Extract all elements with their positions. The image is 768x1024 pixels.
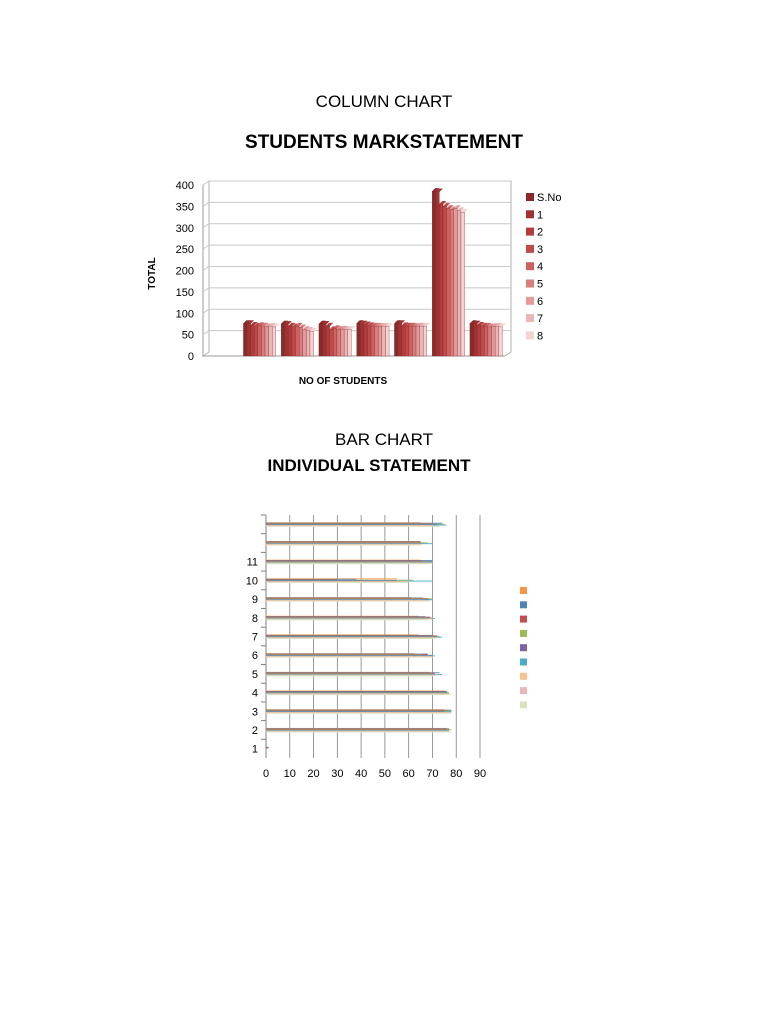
column-bar <box>492 327 496 356</box>
bar-top <box>443 203 450 206</box>
x-tick-label: 0 <box>262 768 270 780</box>
y-tick-label: 3 <box>251 706 258 719</box>
column-bar <box>412 327 416 356</box>
bar-chart-heading: BAR CHART <box>335 430 433 449</box>
column-bar <box>261 326 265 356</box>
column-bar <box>398 324 402 356</box>
column-bar <box>285 324 289 356</box>
column-bar <box>306 330 310 356</box>
legend-swatch <box>526 297 534 305</box>
x-tick-label: 50 <box>378 768 392 780</box>
column-bar <box>357 324 361 356</box>
gridline <box>203 267 511 271</box>
y-tick-label: 10 <box>245 575 258 588</box>
legend-swatch <box>526 193 534 201</box>
column-bar <box>375 326 379 356</box>
column-bar <box>344 329 348 356</box>
column-bar <box>341 329 345 356</box>
legend-swatch <box>526 245 534 253</box>
column-bar <box>409 326 413 356</box>
column-bar <box>378 327 382 356</box>
y-tick-label: 350 <box>175 201 194 214</box>
y-tick-label: 5 <box>251 668 258 681</box>
column-bar <box>385 327 389 356</box>
y-tick-label: 2 <box>251 724 258 737</box>
x-tick-label: 60 <box>402 768 415 780</box>
column-chart-title: STUDENTS MARKSTATEMENT <box>245 132 523 153</box>
x-axis-title: NO OF STUDENTS <box>298 376 388 387</box>
column-bar <box>326 326 330 356</box>
column-bar <box>348 329 352 356</box>
column-bar <box>303 329 307 356</box>
column-bar <box>405 326 409 356</box>
legend-label: 3 <box>537 243 544 256</box>
y-tick-label: 150 <box>175 286 194 299</box>
legend-label: S.No <box>537 192 562 204</box>
column-bar <box>319 324 323 356</box>
column-bar <box>333 329 337 356</box>
column-bar <box>330 329 334 356</box>
y-tick-label: 300 <box>175 222 194 235</box>
gridline <box>203 181 511 185</box>
column-bar <box>474 324 478 356</box>
column-bar <box>394 324 398 356</box>
legend-swatch <box>526 314 534 322</box>
legend-swatch <box>526 280 534 288</box>
column-bar <box>477 325 481 356</box>
column-bar <box>495 326 499 356</box>
column-bar <box>364 325 368 356</box>
column-bar <box>243 324 247 356</box>
y-tick-label: 0 <box>187 351 194 363</box>
column-bar <box>265 327 269 356</box>
y-tick-label: 4 <box>251 687 258 700</box>
column-bar <box>296 326 300 356</box>
column-bar <box>432 191 436 356</box>
column-bar <box>310 331 314 356</box>
y-tick-label: 8 <box>251 612 258 625</box>
bar-chart-title: INDIVIDUAL STATEMENT <box>267 456 471 475</box>
y-tick-label: 400 <box>175 180 194 192</box>
legend-label: 6 <box>537 295 544 308</box>
column-bar <box>416 326 420 356</box>
legend-label: 5 <box>537 278 544 291</box>
column-bar <box>367 326 371 356</box>
gridline <box>203 245 511 249</box>
legend-label: 4 <box>537 261 544 274</box>
y-tick-label: 100 <box>175 308 194 321</box>
column-bar <box>447 209 451 356</box>
gridline <box>203 202 511 206</box>
y-tick-label: 11 <box>246 556 258 569</box>
x-tick-label: 20 <box>307 768 320 780</box>
column-bar <box>360 324 364 356</box>
column-bar <box>488 327 492 356</box>
gridline <box>203 224 511 228</box>
y-tick-label: 6 <box>251 650 258 663</box>
column-bar <box>299 328 303 356</box>
column-bar <box>247 324 251 356</box>
x-tick-label: 70 <box>426 768 439 780</box>
x-tick-label: 80 <box>450 768 463 780</box>
column-bar <box>254 326 258 356</box>
gridline <box>203 309 511 313</box>
legend-swatch <box>526 331 534 339</box>
column-bar <box>420 326 424 356</box>
y-tick-label: 1 <box>251 743 258 756</box>
y-tick-label: 200 <box>175 265 194 278</box>
column-bar <box>371 326 375 356</box>
column-bar <box>251 325 255 356</box>
column-bar <box>470 324 474 356</box>
column-bar <box>457 211 461 356</box>
gridline <box>203 288 511 292</box>
y-tick-label: 250 <box>175 244 194 257</box>
column-bar <box>337 329 341 356</box>
y-axis-title: TOTAL <box>147 257 158 290</box>
column-chart-heading: COLUMN CHART <box>315 92 453 111</box>
column-bar <box>450 210 454 356</box>
column-bar <box>461 212 465 356</box>
column-bar <box>402 326 406 356</box>
y-tick-label: 50 <box>181 329 194 342</box>
column-bar <box>481 326 485 356</box>
column-bar <box>439 204 443 356</box>
legend-swatch <box>526 228 534 236</box>
column-bar <box>258 326 262 356</box>
x-tick-label: 40 <box>354 768 368 780</box>
column-bar <box>436 192 440 356</box>
column-bar <box>484 326 488 356</box>
column-bar <box>423 326 427 356</box>
y-tick-label: 7 <box>251 631 258 644</box>
column-bar <box>288 326 292 356</box>
column-bar <box>269 326 273 356</box>
column-bar <box>281 324 285 356</box>
legend-label: 7 <box>537 313 544 326</box>
column-bar <box>499 327 503 356</box>
legend-label: 2 <box>537 226 544 239</box>
y-tick-label: 9 <box>251 594 258 607</box>
column-bar <box>382 326 386 356</box>
x-tick-label: 30 <box>331 768 344 780</box>
x-tick-label: 10 <box>283 768 296 780</box>
legend-swatch <box>526 262 534 270</box>
column-bar <box>454 209 458 356</box>
legend-label: 1 <box>537 209 544 222</box>
x-tick-label: 90 <box>473 768 487 780</box>
legend-swatch <box>526 210 534 218</box>
column-bar <box>272 327 276 356</box>
column-bar <box>292 327 296 356</box>
column-bar <box>443 206 447 356</box>
column-bar <box>323 324 327 356</box>
legend-label: 8 <box>537 330 544 343</box>
